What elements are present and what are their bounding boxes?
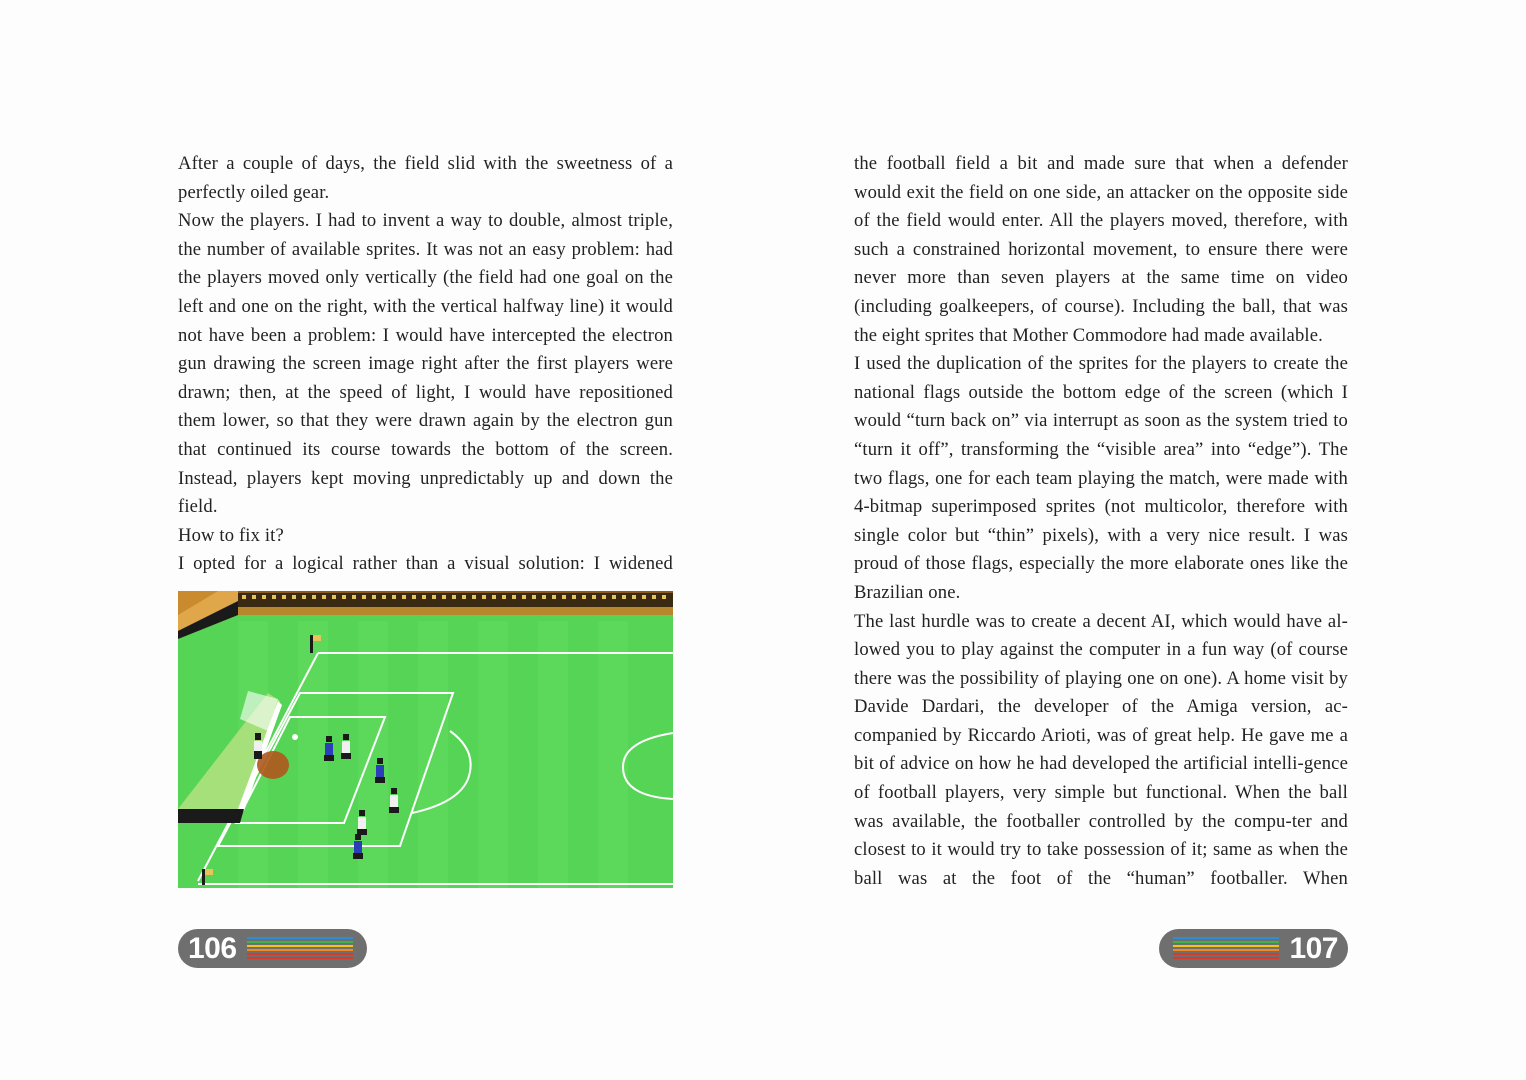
left-text-block <box>178 150 673 579</box>
page-number-badge <box>178 929 367 968</box>
page-number-badge <box>1159 929 1348 968</box>
page-number: 107 <box>1289 932 1338 965</box>
page-number: 106 <box>188 932 237 965</box>
right-text-block <box>854 150 1348 893</box>
rainbow-stripes-icon <box>247 937 353 961</box>
paragraph: How to fix it? <box>178 524 284 546</box>
paragraph: After a couple of days, the field slid with the sweetness of a perfectly oiled gear. <box>178 153 673 203</box>
football-game-screenshot <box>178 591 673 888</box>
right-page <box>763 0 1526 1080</box>
paragraph: Now the players. I had to invent a way to double, almost triple, the number of available sprites. It was not an easy problem: had the players moved only vertically (the field had one goal on the left and one on the right, with the vertical halfway line) it would not have been a problem: I would have intercepted the electron gun drawing the screen image right after the first players were drawn; then, at the speed of light, I would have repositioned them lower, so that they were drawn again by the electron gun that continued its course towards the bottom of the screen. Instead, players kept moving unpredictably up and down the field. <box>178 210 673 518</box>
rainbow-stripes-icon <box>1173 937 1279 961</box>
paragraph: The last hurdle was to create a decent AI, which would have al-lowed you to play against the computer in a fun way (of course there was the possibility of playing one on one). A home visit by Davide Dardari, the developer of the Amiga version, ac-companied by Riccardo Arioti, was of great help. He gave me a bit of advice on how he had developed the artificial intelli-gence of football players, very simple but functional. When the ball was available, the footballer controlled by the compu-ter and closest to it would try to take possession of it; same as when the ball was at the foot of the “human” footballer. When <box>854 610 1348 889</box>
paragraph: I opted for a logical rather than a visual solution: I widened <box>178 553 673 575</box>
paragraph: I used the duplication of the sprites for the players to create the national flags outside the bottom edge of the screen (which I would “turn back on” via interrupt as soon as the system tried to “turn it off”, transforming the “visible area” into “edge”). The two flags, one for each team playing the match, were made with 4-bitmap superimposed sprites (not multicolor, therefore with single color but “thin” pixels), with a very nice result. I was proud of those flags, especially the more elaborate ones like the Brazilian one. <box>854 353 1348 603</box>
paragraph: the football field a bit and made sure that when a defender would exit the field on one side, an attacker on the opposite side of the field would enter. All the players moved, therefore, with such a constrained horizontal movement, to ensure there were never more than seven players at the same time on video (including goalkeepers, of course). Including the ball, that was the eight sprites that Mother Commodore had made available. <box>854 153 1348 346</box>
